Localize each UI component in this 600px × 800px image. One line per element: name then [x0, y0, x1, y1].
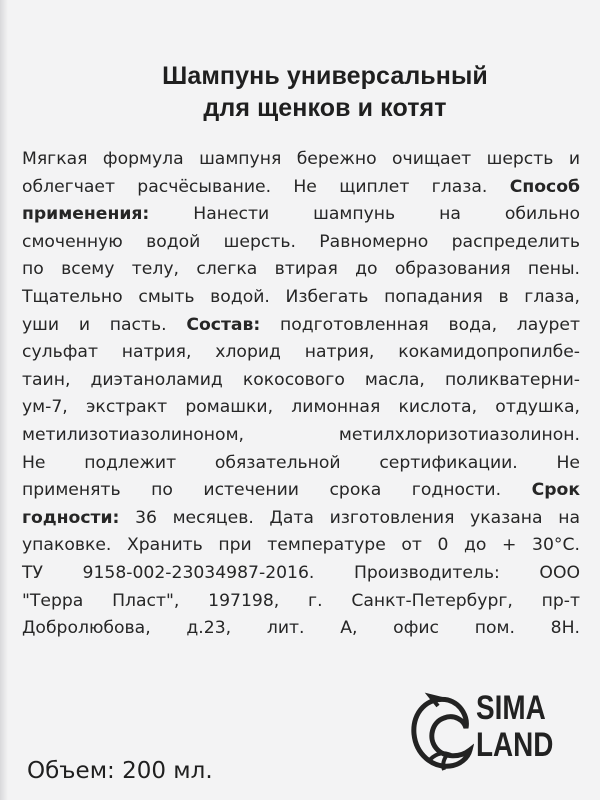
description-text: "Терра Пласт", 197198, г. Санкт-Петербург, пр-т — [22, 590, 580, 611]
description-text: Тщательно смыть водой. Избегать попадания в глаза, — [22, 286, 580, 307]
logo-text-land: LAND — [476, 726, 554, 764]
description-line — [22, 560, 580, 588]
description-text: уши и пасть. — [22, 314, 187, 335]
section-heading: Состав: — [186, 314, 261, 335]
description-line — [22, 174, 580, 202]
description-line — [22, 615, 580, 643]
description-line — [22, 146, 580, 174]
product-title-line-2: для щенков и котят — [203, 94, 447, 122]
description-text: ум-7, экстракт ромашки, лимонная кислота, отдушка, — [22, 397, 580, 418]
description-text: 36 месяцев. Дата изготовления указана на — [119, 507, 580, 528]
description-text: сульфат натрия, хлорид натрия, кокамидопропилбе- — [22, 342, 580, 363]
section-heading: годности: — [22, 507, 120, 528]
description-line — [22, 422, 580, 450]
description-text: упаковке. Хранить при температуре от 0 до + 30°С. — [22, 535, 580, 556]
description-line — [22, 256, 580, 284]
volume-label: Объем: 200 мл. — [27, 758, 213, 784]
description-text: Добролюбова, д.23, лит. А, офис пом. 8Н. — [22, 618, 580, 639]
description-line — [22, 505, 580, 533]
description-text: Нанести шампунь на обильно — [149, 204, 580, 225]
description-text: Мягкая формула шампуня бережно очищает шерсть и — [22, 149, 580, 169]
description-text: смоченную водой шерсть. Равномерно распределить — [22, 231, 580, 252]
description-line — [22, 229, 580, 257]
description-line — [22, 284, 580, 312]
description-line — [22, 532, 580, 560]
product-title-line-1: Шампунь универсальный — [162, 62, 488, 90]
description-text: облегчает расчёсывание. Не щиплет глаза. — [22, 176, 510, 197]
description-text: подготовленная вода, лаурет — [260, 314, 580, 335]
description-text: Не подлежит обязательной сертификации. Не — [22, 452, 580, 473]
sima-land-logo — [408, 690, 578, 772]
description-text: по всему телу, слегка втирая до образования пены. — [22, 259, 580, 280]
description-line — [22, 201, 580, 229]
product-description — [22, 146, 580, 643]
description-line — [22, 312, 580, 340]
description-text: ТУ 9158-002-23034987-2016. Производитель: ООО — [22, 562, 580, 583]
section-heading: Срок — [531, 480, 580, 501]
description-line — [22, 588, 580, 616]
description-line — [22, 367, 580, 395]
section-heading: Способ — [509, 176, 580, 197]
description-line — [22, 450, 580, 478]
description-line — [22, 394, 580, 422]
package-edge-shadow — [0, 0, 8, 800]
description-text: таин, диэтаноламид кокосового масла, поликватерни- — [22, 369, 580, 390]
logo-text-sima: SIMA — [476, 689, 546, 727]
description-line — [22, 339, 580, 367]
description-text: применять по истечении срока годности. — [22, 480, 532, 501]
dolphin-icon — [408, 692, 474, 774]
description-line — [22, 477, 580, 505]
section-heading: применения: — [22, 204, 150, 225]
description-text: метилизотиазолиноном, метилхлоризотиазолинон. — [22, 424, 580, 445]
